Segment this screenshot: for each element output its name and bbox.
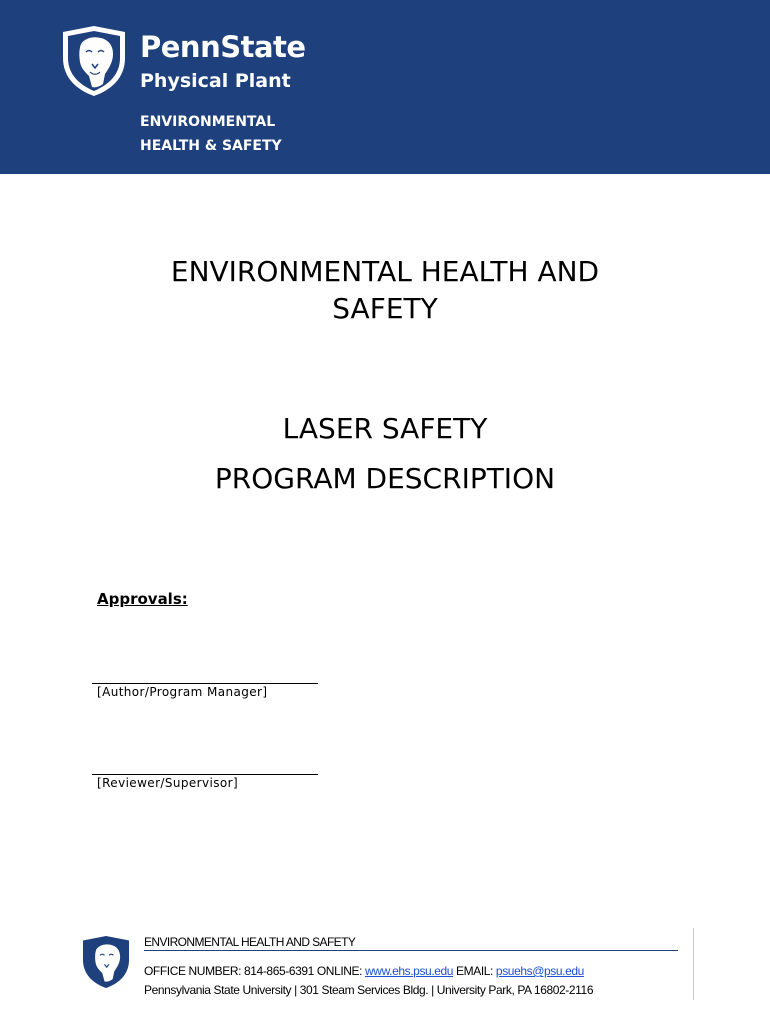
brand-unit: Physical Plant [140,70,291,92]
office-number-text: OFFICE NUMBER: 814-865-6391 ONLINE: [144,964,363,978]
header-banner [0,0,770,174]
document-subtitle-line-1: LASER SAFETY [282,412,488,445]
brand-name: PennState [140,30,306,64]
nittany-lion-shield-icon [59,24,129,98]
document-title-line-2: SAFETY [332,292,438,325]
signature-line [92,774,318,775]
department-line-2: HEALTH & SAFETY [140,138,282,154]
signature-line [92,683,318,684]
footer-contact [144,964,584,978]
footer-address: Pennsylvania State University | 301 Steam Services Bldg. | University Park, PA 16802-2116 [144,983,594,997]
document-subtitle-line-2: PROGRAM DESCRIPTION [214,462,556,495]
document-title-line-1: ENVIRONMENTAL HEALTH AND [170,255,600,288]
signature-label-reviewer: [Reviewer/Supervisor] [97,776,239,790]
department-line-1: ENVIRONMENTAL [140,114,276,130]
footer-divider [144,950,678,951]
approvals-heading: Approvals: [97,590,188,608]
website-link[interactable]: www.ehs.psu.edu [365,964,454,978]
footer-title: ENVIRONMENTAL HEALTH AND SAFETY [144,935,356,949]
email-label: EMAIL: [456,964,493,978]
signature-label-author: [Author/Program Manager] [97,685,268,699]
footer-edge-line [693,928,694,1000]
nittany-lion-shield-icon [80,933,132,991]
email-link[interactable]: psuehs@psu.edu [495,964,584,978]
